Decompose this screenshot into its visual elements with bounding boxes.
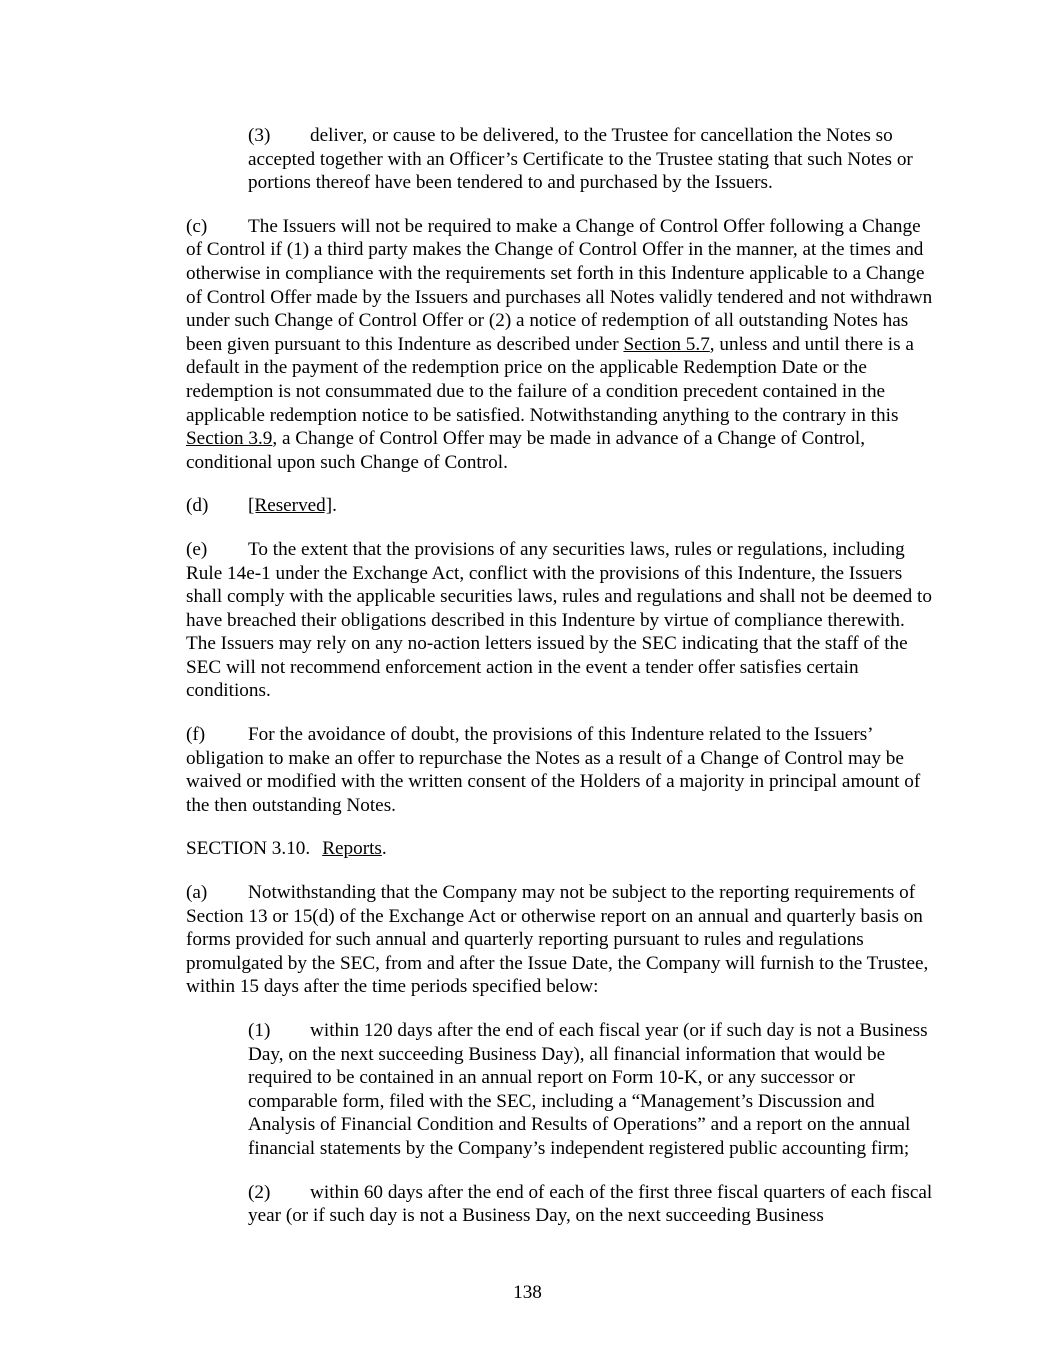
paragraph-number: (f) xyxy=(186,724,206,746)
paragraph-number: (c) xyxy=(186,215,208,237)
paragraph-f xyxy=(124,723,934,817)
section-title: Reports xyxy=(322,838,382,860)
paragraph-reports-a xyxy=(124,881,934,999)
paragraph-reports-1 xyxy=(186,1019,934,1161)
paragraph-number: (e) xyxy=(186,538,208,560)
paragraph-text: within 60 days after the end of each of the first three fiscal quarters of each fiscal year (or if such day is not a Business Day, on the next succeeding Business xyxy=(248,1181,933,1227)
paragraph-number: (2) xyxy=(248,1181,271,1203)
paragraph-text: , unless and until there is a default in the payment of the redemption price on the applicable Redemption Date or the redemption is not consummated due to the failure of a condition precedent contained in the applicable redemption notice to be satisfied. Notwithstanding anything to the contrary in this xyxy=(186,333,914,426)
page-number: 138 xyxy=(513,1282,542,1303)
reserved-text: [Reserved] xyxy=(248,495,333,517)
section-suffix: . xyxy=(381,838,387,860)
section-3-10-heading xyxy=(124,837,934,861)
paragraph-c xyxy=(124,215,934,475)
paragraph-text: For the avoidance of doubt, the provisions of this Indenture related to the Issuers’ obligation to make an offer to repurchase the Notes as a result of a Change of Control may be waived or modified with the written consent of the Holders of a majority in principal amount of the then outstanding Notes. xyxy=(186,724,921,816)
paragraph-e xyxy=(124,538,934,703)
paragraph-number: (3) xyxy=(248,125,271,146)
paragraph-text: deliver, or cause to be delivered, to the Trustee for cancellation the Notes so accepted together with an Officer’s Certificate to the Trustee stating that such Notes or portions thereof have been tendered to and purchased by the Issuers. xyxy=(248,125,913,194)
paragraph-text: Notwithstanding that the Company may not be subject to the reporting requirements of Section 13 or 15(d) of the Exchange Act or otherwise report on an annual and quarterly basis on forms provided for such annual and quarterly reporting pursuant to rules and regulations promulgated by the SEC, from and after the Issue Date, the Company will furnish to the Trustee, within 15 days after the time periods specified below: xyxy=(186,882,929,998)
section-label: SECTION 3.10. xyxy=(186,838,311,860)
paragraph-d xyxy=(124,494,934,518)
section-5-7-reference: Section 5.7 xyxy=(623,333,710,355)
paragraph-reports-2 xyxy=(186,1181,934,1228)
paragraph-text: To the extent that the provisions of any securities laws, rules or regulations, including Rule 14e-1 under the Exchange Act, conflict with the provisions of this Indenture, the Issuers shall comply with the applicable securities laws, rules and regulations and shall not be deemed to have breached their obligations described in this Indenture by virtue of compliance therewith. The Issuers may rely on any no-action letters issued by the SEC indicating that the staff of the SEC will not recommend enforcement action in the event a tender offer satisfies certain conditions. xyxy=(186,538,932,702)
paragraph-number: (a) xyxy=(186,882,208,904)
section-3-9-reference: Section 3.9 xyxy=(186,428,273,450)
paragraph-text: within 120 days after the end of each fiscal year (or if such day is not a Business Day, on the next succeeding Business Day), all financial information that would be required to be contained in an annual report on Form 10-K, or any successor or comparable form, filed with the SEC, including a “Management’s Discussion and Analysis of Financial Condition and Results of Operations” and a report on the annual financial statements by the Company’s independent registered public accounting firm; xyxy=(248,1020,928,1159)
paragraph-text: , a Change of Control Offer may be made in advance of a Change of Control, conditional upon such Change of Control. xyxy=(186,428,866,473)
paragraph-suffix: . xyxy=(332,495,337,517)
document-page xyxy=(124,124,934,1248)
paragraph-3 xyxy=(186,124,934,195)
paragraph-number: (1) xyxy=(248,1020,271,1041)
paragraph-text: The Issuers will not be required to make a Change of Control Offer following a Change of Control if (1) a third party makes the Change of Control Offer in the manner, at the times and otherwise in compliance with the requirements set forth in this Indenture applicable to a Change of Control Offer made by the Issuers and purchases all Notes validly tendered and not withdrawn under such Change of Control Offer or (2) a notice of redemption of all outstanding Notes has been given pursuant to this Indenture as described under xyxy=(186,215,933,355)
paragraph-number: (d) xyxy=(186,495,209,517)
